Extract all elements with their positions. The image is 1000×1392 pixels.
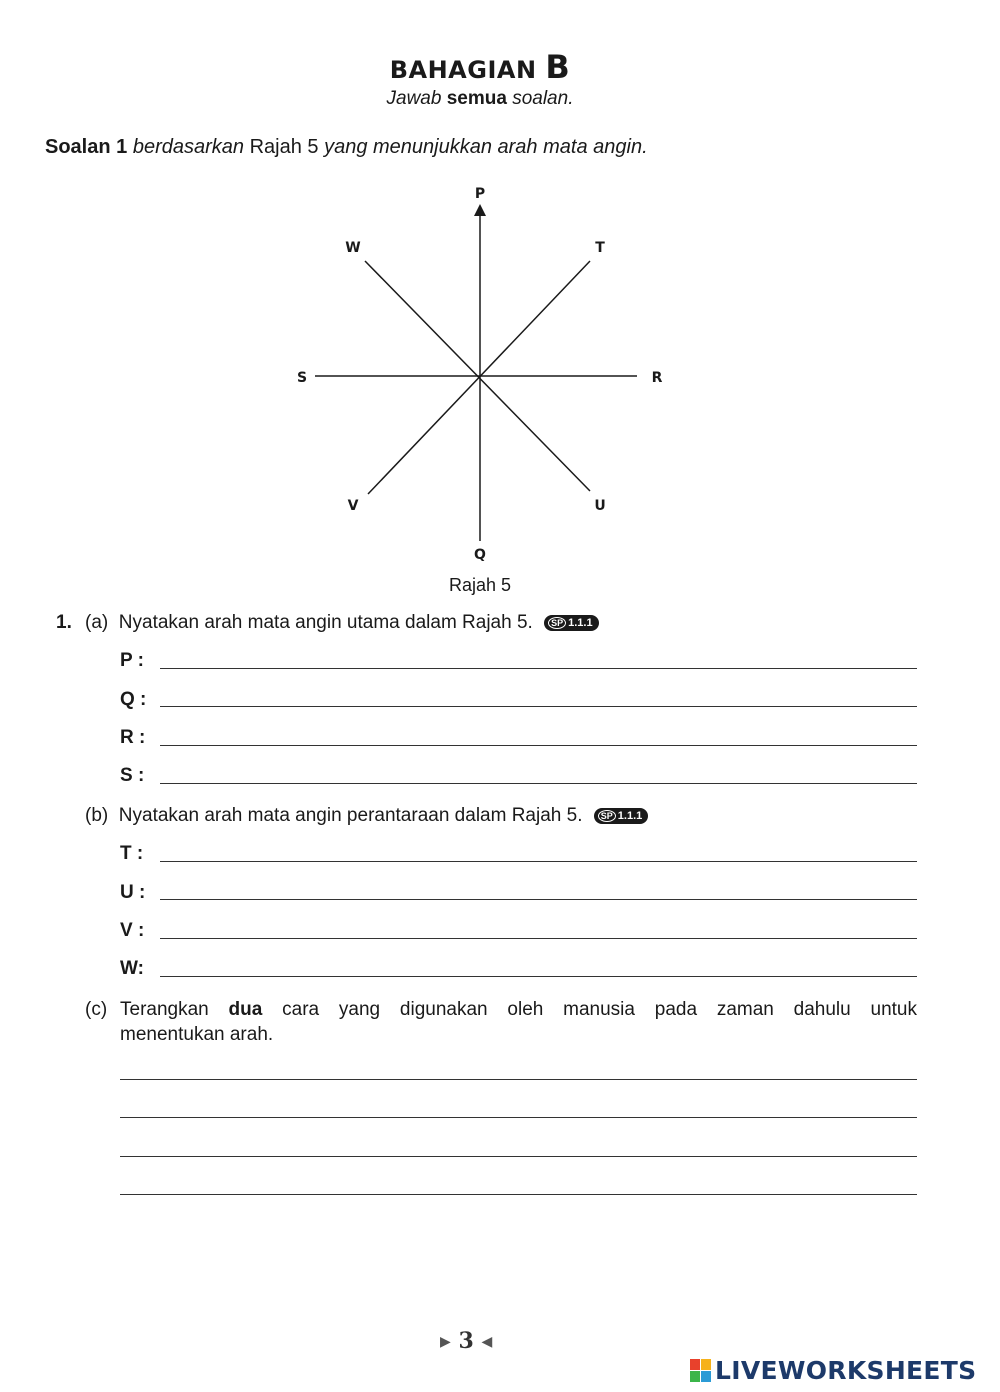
answer-label-u: U : bbox=[120, 882, 146, 903]
skill-badge bbox=[594, 808, 648, 824]
label-u: U bbox=[594, 498, 606, 514]
section-title-text: BAHAGIAN bbox=[389, 56, 546, 84]
question-c-label: (c) bbox=[85, 999, 108, 1020]
label-w: W bbox=[345, 240, 361, 256]
question-a-text: Nyatakan arah mata angin utama dalam Rajah 5. bbox=[118, 612, 533, 633]
label-p: P bbox=[474, 186, 486, 202]
answer-label-q: Q : bbox=[120, 689, 147, 710]
label-r: R bbox=[651, 370, 663, 386]
brand-square-green bbox=[690, 1371, 700, 1382]
skill-badge bbox=[544, 615, 598, 631]
question-b-prompt bbox=[85, 805, 648, 827]
answer-label-s: S : bbox=[120, 765, 145, 786]
answer-field-q[interactable] bbox=[160, 706, 917, 707]
question-c-text-pre: Terangkan bbox=[120, 999, 229, 1020]
question-b-label: (b) bbox=[85, 805, 109, 826]
section-title bbox=[0, 48, 960, 86]
brand-logo bbox=[690, 1356, 976, 1385]
skill-badge-prefix: SP bbox=[598, 810, 616, 822]
page-arrow-right-icon: ◀ bbox=[481, 1334, 493, 1350]
answer-label-v: V : bbox=[120, 920, 145, 941]
brand-name: LIVEWORKSHEETS bbox=[715, 1356, 977, 1385]
diagonal-t-v-line bbox=[368, 261, 590, 494]
brand-square-red bbox=[690, 1359, 700, 1370]
answer-field-c-line-1[interactable] bbox=[120, 1079, 917, 1080]
intro-description: yang menunjukkan arah mata angin. bbox=[324, 136, 648, 158]
intro-based-on: berdasarkan bbox=[127, 136, 245, 158]
answer-label-r: R : bbox=[120, 727, 146, 748]
label-q: Q bbox=[474, 547, 486, 563]
section-title-letter: B bbox=[545, 48, 571, 86]
question-intro bbox=[45, 136, 648, 159]
answer-field-s[interactable] bbox=[160, 783, 917, 784]
question-c-text-line2: menentukan arah. bbox=[120, 1024, 274, 1045]
question-b-text: Nyatakan arah mata angin perantaraan dalam Rajah 5. bbox=[118, 805, 583, 826]
brand-mark-icon bbox=[690, 1359, 712, 1383]
instruction-bold: semua bbox=[446, 88, 507, 109]
answer-label-t: T : bbox=[120, 843, 144, 864]
label-t: T bbox=[595, 240, 605, 256]
brand-square-blue bbox=[701, 1371, 711, 1382]
question-c-text-bold: dua bbox=[228, 999, 263, 1020]
skill-badge-code: 1.1.1 bbox=[617, 810, 643, 822]
question-c-prompt bbox=[85, 997, 917, 1047]
answer-label-p: P : bbox=[120, 650, 144, 671]
answer-field-w[interactable] bbox=[160, 976, 917, 977]
compass-diagram bbox=[290, 178, 670, 578]
figure-caption: Rajah 5 bbox=[448, 575, 512, 595]
north-arrowhead bbox=[474, 204, 486, 216]
question-number: 1. bbox=[56, 612, 72, 633]
answer-field-c-line-3[interactable] bbox=[120, 1156, 917, 1157]
intro-figure-ref: Rajah 5 bbox=[244, 136, 325, 158]
question-a-prompt bbox=[85, 612, 599, 634]
label-v: V bbox=[347, 498, 359, 514]
answer-field-p[interactable] bbox=[160, 668, 917, 669]
answer-field-v[interactable] bbox=[160, 938, 917, 939]
answer-field-c-line-2[interactable] bbox=[120, 1117, 917, 1118]
page-number-value: 3 bbox=[458, 1328, 474, 1354]
answer-field-r[interactable] bbox=[160, 745, 917, 746]
answer-label-w: W: bbox=[120, 958, 144, 979]
brand-square-yellow bbox=[701, 1359, 711, 1370]
question-c-text-post: cara yang digunakan oleh manusia pada zaman dahulu untuk bbox=[262, 999, 917, 1020]
section-instruction bbox=[0, 88, 960, 110]
skill-badge-prefix: SP bbox=[548, 617, 566, 629]
intro-question-ref: Soalan 1 bbox=[45, 136, 128, 158]
instruction-post: soalan. bbox=[506, 88, 574, 109]
answer-field-c-line-4[interactable] bbox=[120, 1194, 917, 1195]
label-s: S bbox=[296, 370, 308, 386]
question-a-label: (a) bbox=[85, 612, 109, 633]
instruction-pre: Jawab bbox=[386, 88, 447, 109]
answer-field-u[interactable] bbox=[160, 899, 917, 900]
skill-badge-code: 1.1.1 bbox=[568, 617, 593, 629]
page-number bbox=[440, 1328, 492, 1354]
answer-field-t[interactable] bbox=[160, 861, 917, 862]
page-arrow-left-icon: ▶ bbox=[440, 1334, 451, 1350]
